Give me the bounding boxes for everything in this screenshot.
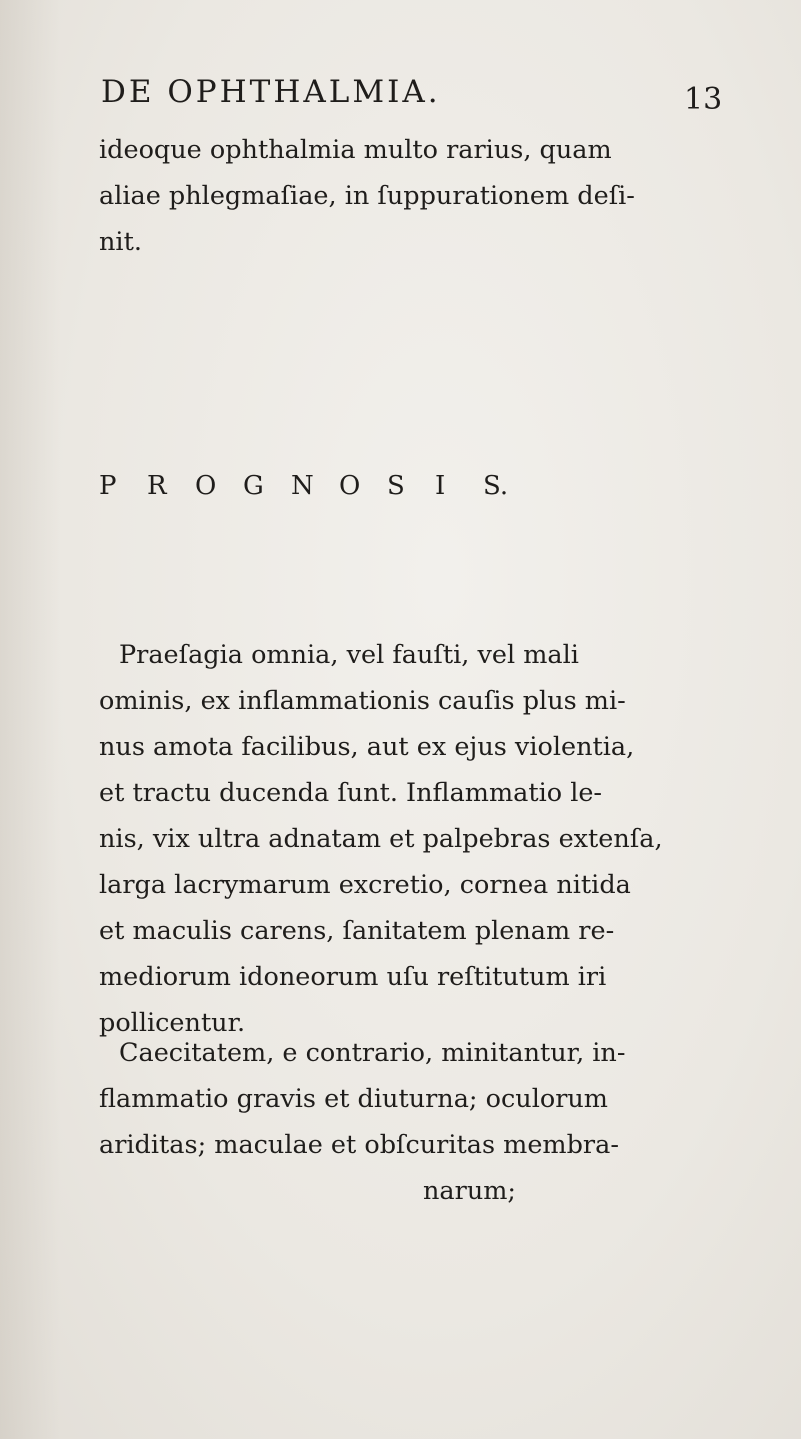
- text-line: ominis, ex inflammationis cauſis plus mi-: [99, 686, 626, 716]
- heading-letter: N: [291, 471, 314, 501]
- heading-letter: O: [339, 471, 361, 501]
- section-heading: [99, 466, 679, 506]
- heading-letter: R: [147, 471, 167, 501]
- text-line: Caecitatem, e contrario, minitantur, in-: [119, 1038, 626, 1068]
- heading-letter: G: [243, 471, 264, 501]
- page-number: 13: [684, 82, 723, 117]
- text-line: larga lacrymarum excretio, cornea nitida: [99, 870, 631, 900]
- text-line: nus amota facilibus, aut ex ejus violentia,: [99, 732, 635, 762]
- text-line: Praeſagia omnia, vel fauſti, vel mali: [119, 640, 579, 670]
- text-line: nis, vix ultra adnatam et palpebras extenſa,: [99, 824, 663, 854]
- text-line: aliae phlegmaſiae, in ſuppurationem deſi-: [99, 181, 635, 211]
- heading-letter: P: [99, 471, 117, 501]
- text-line: ariditas; maculae et obſcuritas membra-: [99, 1130, 619, 1160]
- paragraph-3: [99, 1030, 625, 1214]
- text-line: et tractu ducenda ſunt. Inflammatio le-: [99, 778, 603, 808]
- heading-letter: I: [435, 471, 446, 501]
- text-line: pollicentur.: [99, 1008, 246, 1038]
- heading-letter: S: [387, 471, 405, 501]
- text-line: nit.: [99, 227, 142, 257]
- text-line: mediorum idoneorum uſu reſtitutum iri: [99, 962, 607, 992]
- paragraph-1: [99, 127, 635, 265]
- catchword: narum;: [423, 1176, 517, 1206]
- heading-letter: O: [195, 471, 217, 501]
- text-line: flammatio gravis et diuturna; oculorum: [99, 1084, 608, 1114]
- text-line: ideoque ophthalmia multo rarius, quam: [99, 135, 612, 165]
- heading-letter: S.: [483, 471, 509, 501]
- text-line: et maculis carens, ſanitatem plenam re-: [99, 916, 615, 946]
- running-head: DE OPHTHALMIA.: [101, 74, 441, 110]
- paragraph-2: [99, 632, 663, 1046]
